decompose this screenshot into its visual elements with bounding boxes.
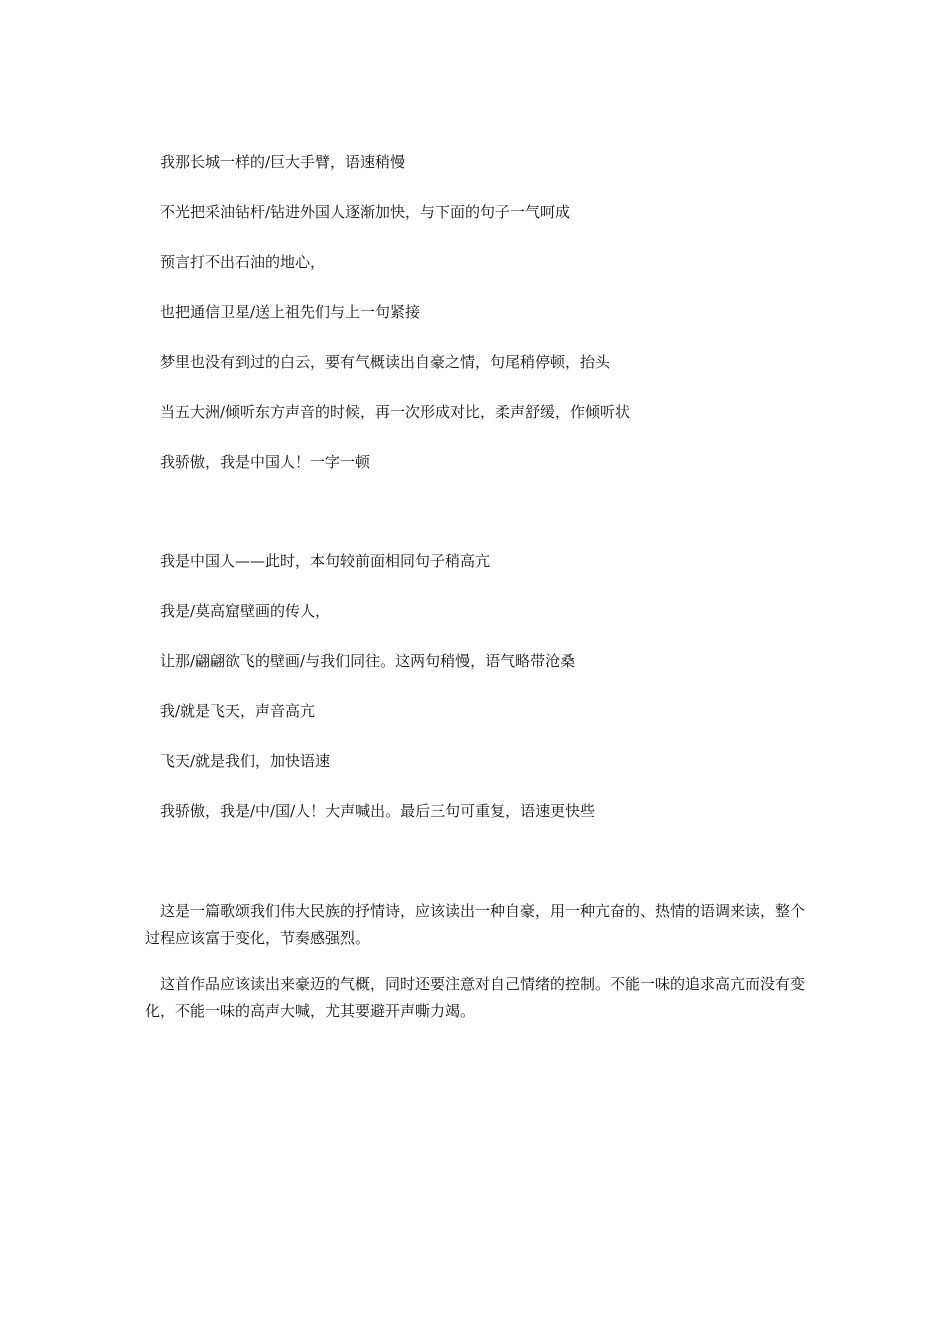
poem-line: 预言打不出石油的地心，	[160, 253, 326, 271]
poem-line: 当五大洲/倾听东方声音的时候，再一次形成对比，柔声舒缓，作倾听状	[160, 403, 631, 421]
poem-line: 也把通信卫星/送上祖先们与上一句紧接	[160, 303, 421, 321]
poem-line: 我骄傲，我是/中/国/人！大声喊出。最后三句可重复，语速更快些	[160, 802, 596, 820]
commentary-paragraph: 这首作品应该读出来豪迈的气概，同时还要注意对自己情绪的控制。不能一味的追求高亢而没有变化，不能一味的高声大喊，尤其要避开声嘶力竭。	[145, 975, 806, 1020]
poem-line: 让那/翩翩欲飞的壁画/与我们同往。这两句稍慢，语气略带沧桑	[160, 652, 576, 670]
poem-line: 我那长城一样的/巨大手臂，语速稍慢	[160, 153, 406, 171]
commentary-paragraph: 这是一篇歌颂我们伟大民族的抒情诗，应该读出一种自豪，用一种亢奋的、热情的语调来读，整个过程应该富于变化，节奏感强烈。	[145, 902, 806, 947]
poem-line: 飞天/就是我们，加快语速	[160, 752, 331, 770]
poem-line: 我骄傲，我是中国人！一字一顿	[160, 453, 371, 471]
poem-line: 我是中国人——此时，本句较前面相同句子稍高亢	[160, 552, 491, 570]
poem-line: 我/就是飞天，声音高亢	[160, 702, 316, 720]
poem-line: 不光把采油钻杆/钻进外国人逐渐加快，与下面的句子一气呵成	[160, 203, 571, 221]
poem-line: 我是/莫高窟壁画的传人，	[160, 602, 331, 620]
poem-line: 梦里也没有到过的白云，要有气概读出自豪之情，句尾稍停顿，抬头	[160, 353, 611, 371]
